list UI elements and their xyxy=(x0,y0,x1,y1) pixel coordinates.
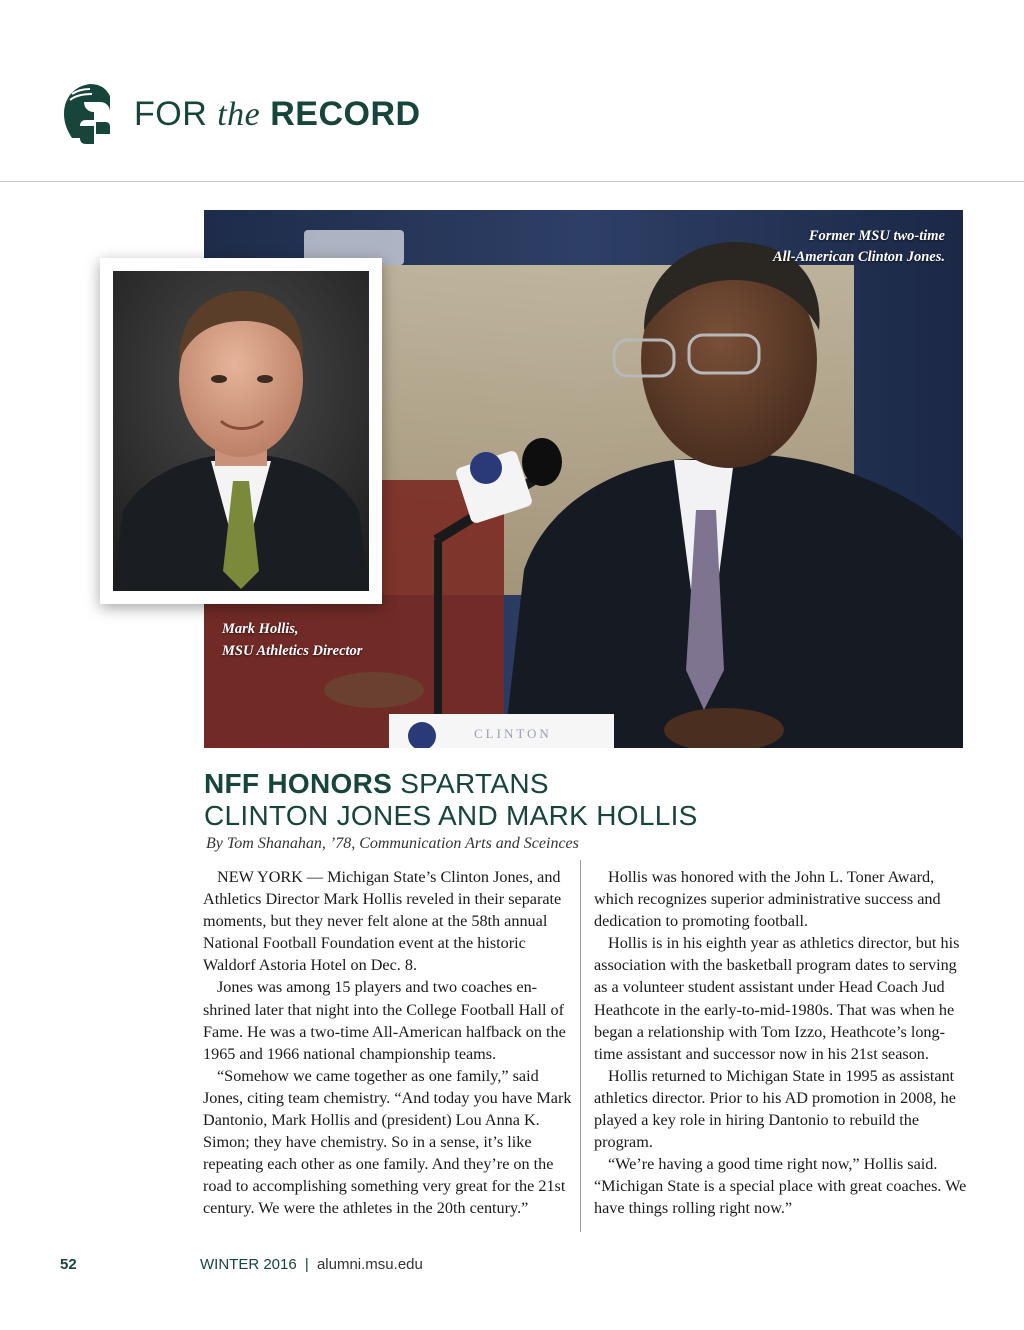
paragraph: Hollis was honored with the John L. Toner Award, which recognizes superior administrative success and dedication to promoting football. xyxy=(594,868,941,931)
paragraph: Jones was among 15 players and two coaches en-shrined later that night into the College Football Hall of Fame. He was a two-time All-American halfback on the 1965 and 1966 national championship teams. xyxy=(203,978,566,1063)
title-mid: the xyxy=(217,95,261,133)
main-caption-line1: Former MSU two-time xyxy=(808,228,945,244)
inset-photo-frame xyxy=(100,258,382,604)
section-title xyxy=(134,95,421,134)
headline-rest: SPARTANS xyxy=(392,768,549,799)
inset-caption-line1: Mark Hollis, xyxy=(222,621,299,637)
issue-label: WINTER 2016 xyxy=(200,1256,297,1273)
paragraph: Hollis returned to Michigan State in 1995 as assistant athletics director. Prior to his AD promotion in 2008, he played a key role in hiring Dantonio to rebuild the program. xyxy=(594,1066,956,1152)
main-photo-caption xyxy=(773,226,945,268)
mark-hollis-photo xyxy=(113,271,369,591)
headline-line2: CLINTON JONES AND MARK HOLLIS xyxy=(204,800,698,831)
spartan-helmet-icon xyxy=(60,82,112,146)
footer-site-link[interactable]: alumni.msu.edu xyxy=(316,1256,423,1273)
nameplate: CLINTON xyxy=(474,726,552,741)
article-column-1 xyxy=(203,866,573,1220)
main-caption-line2: All-American Clinton Jones. xyxy=(772,249,945,265)
paragraph: NEW YORK — Michigan State’s Clinton Jones, and Athletics Director Mark Hollis reveled in their separate moments, but they never felt alone at the 58th annual National Football Foundation event at the historic Waldorf Astoria Hotel on Dec. 8. xyxy=(203,868,562,975)
section-masthead xyxy=(60,82,421,146)
column-divider xyxy=(580,860,581,1232)
header-rule xyxy=(0,181,1024,182)
footer-separator: | xyxy=(304,1256,309,1273)
title-suffix: RECORD xyxy=(270,94,421,133)
inset-photo-caption xyxy=(222,618,362,662)
article-column-2 xyxy=(594,866,968,1220)
inset-caption-line2: MSU Athletics Director xyxy=(222,643,363,659)
byline: By Tom Shanahan, ’78, Communication Arts and Sceinces xyxy=(206,835,579,852)
paragraph: “We’re having a good time right now,” Hollis said. “Michigan State is a special place with great coaches. We have things rolling right now.” xyxy=(594,1155,967,1218)
title-prefix: FOR xyxy=(134,94,208,133)
paragraph: “Somehow we came together as one family,” said Jones, citing team chemistry. “And today you have Mark Dantonio, Mark Hollis and (president) Lou Anna K. Simon; they have chemistry. So in a sense, it’s like repeating each other as one family. And they’re on the road to accomplishing something very great for the 21st century. We were the athletes in the 20th century.” xyxy=(203,1066,572,1218)
paragraph: Hollis is in his eighth year as athletics director, but his association with the basketball program dates to serving as a volunteer student assistant under Head Coach Jud Heathcote in the early-to-mid-1980s. That was when he began a relationship with Tom Izzo, Heathcote’s long-time assistant and successor now in his 21st season. xyxy=(594,934,960,1063)
footer-issue-line xyxy=(200,1256,423,1273)
article-headline xyxy=(204,768,698,832)
page-number: 52 xyxy=(60,1256,77,1273)
headline-strong: NFF HONORS xyxy=(204,768,393,799)
headline-line1 xyxy=(204,768,698,800)
